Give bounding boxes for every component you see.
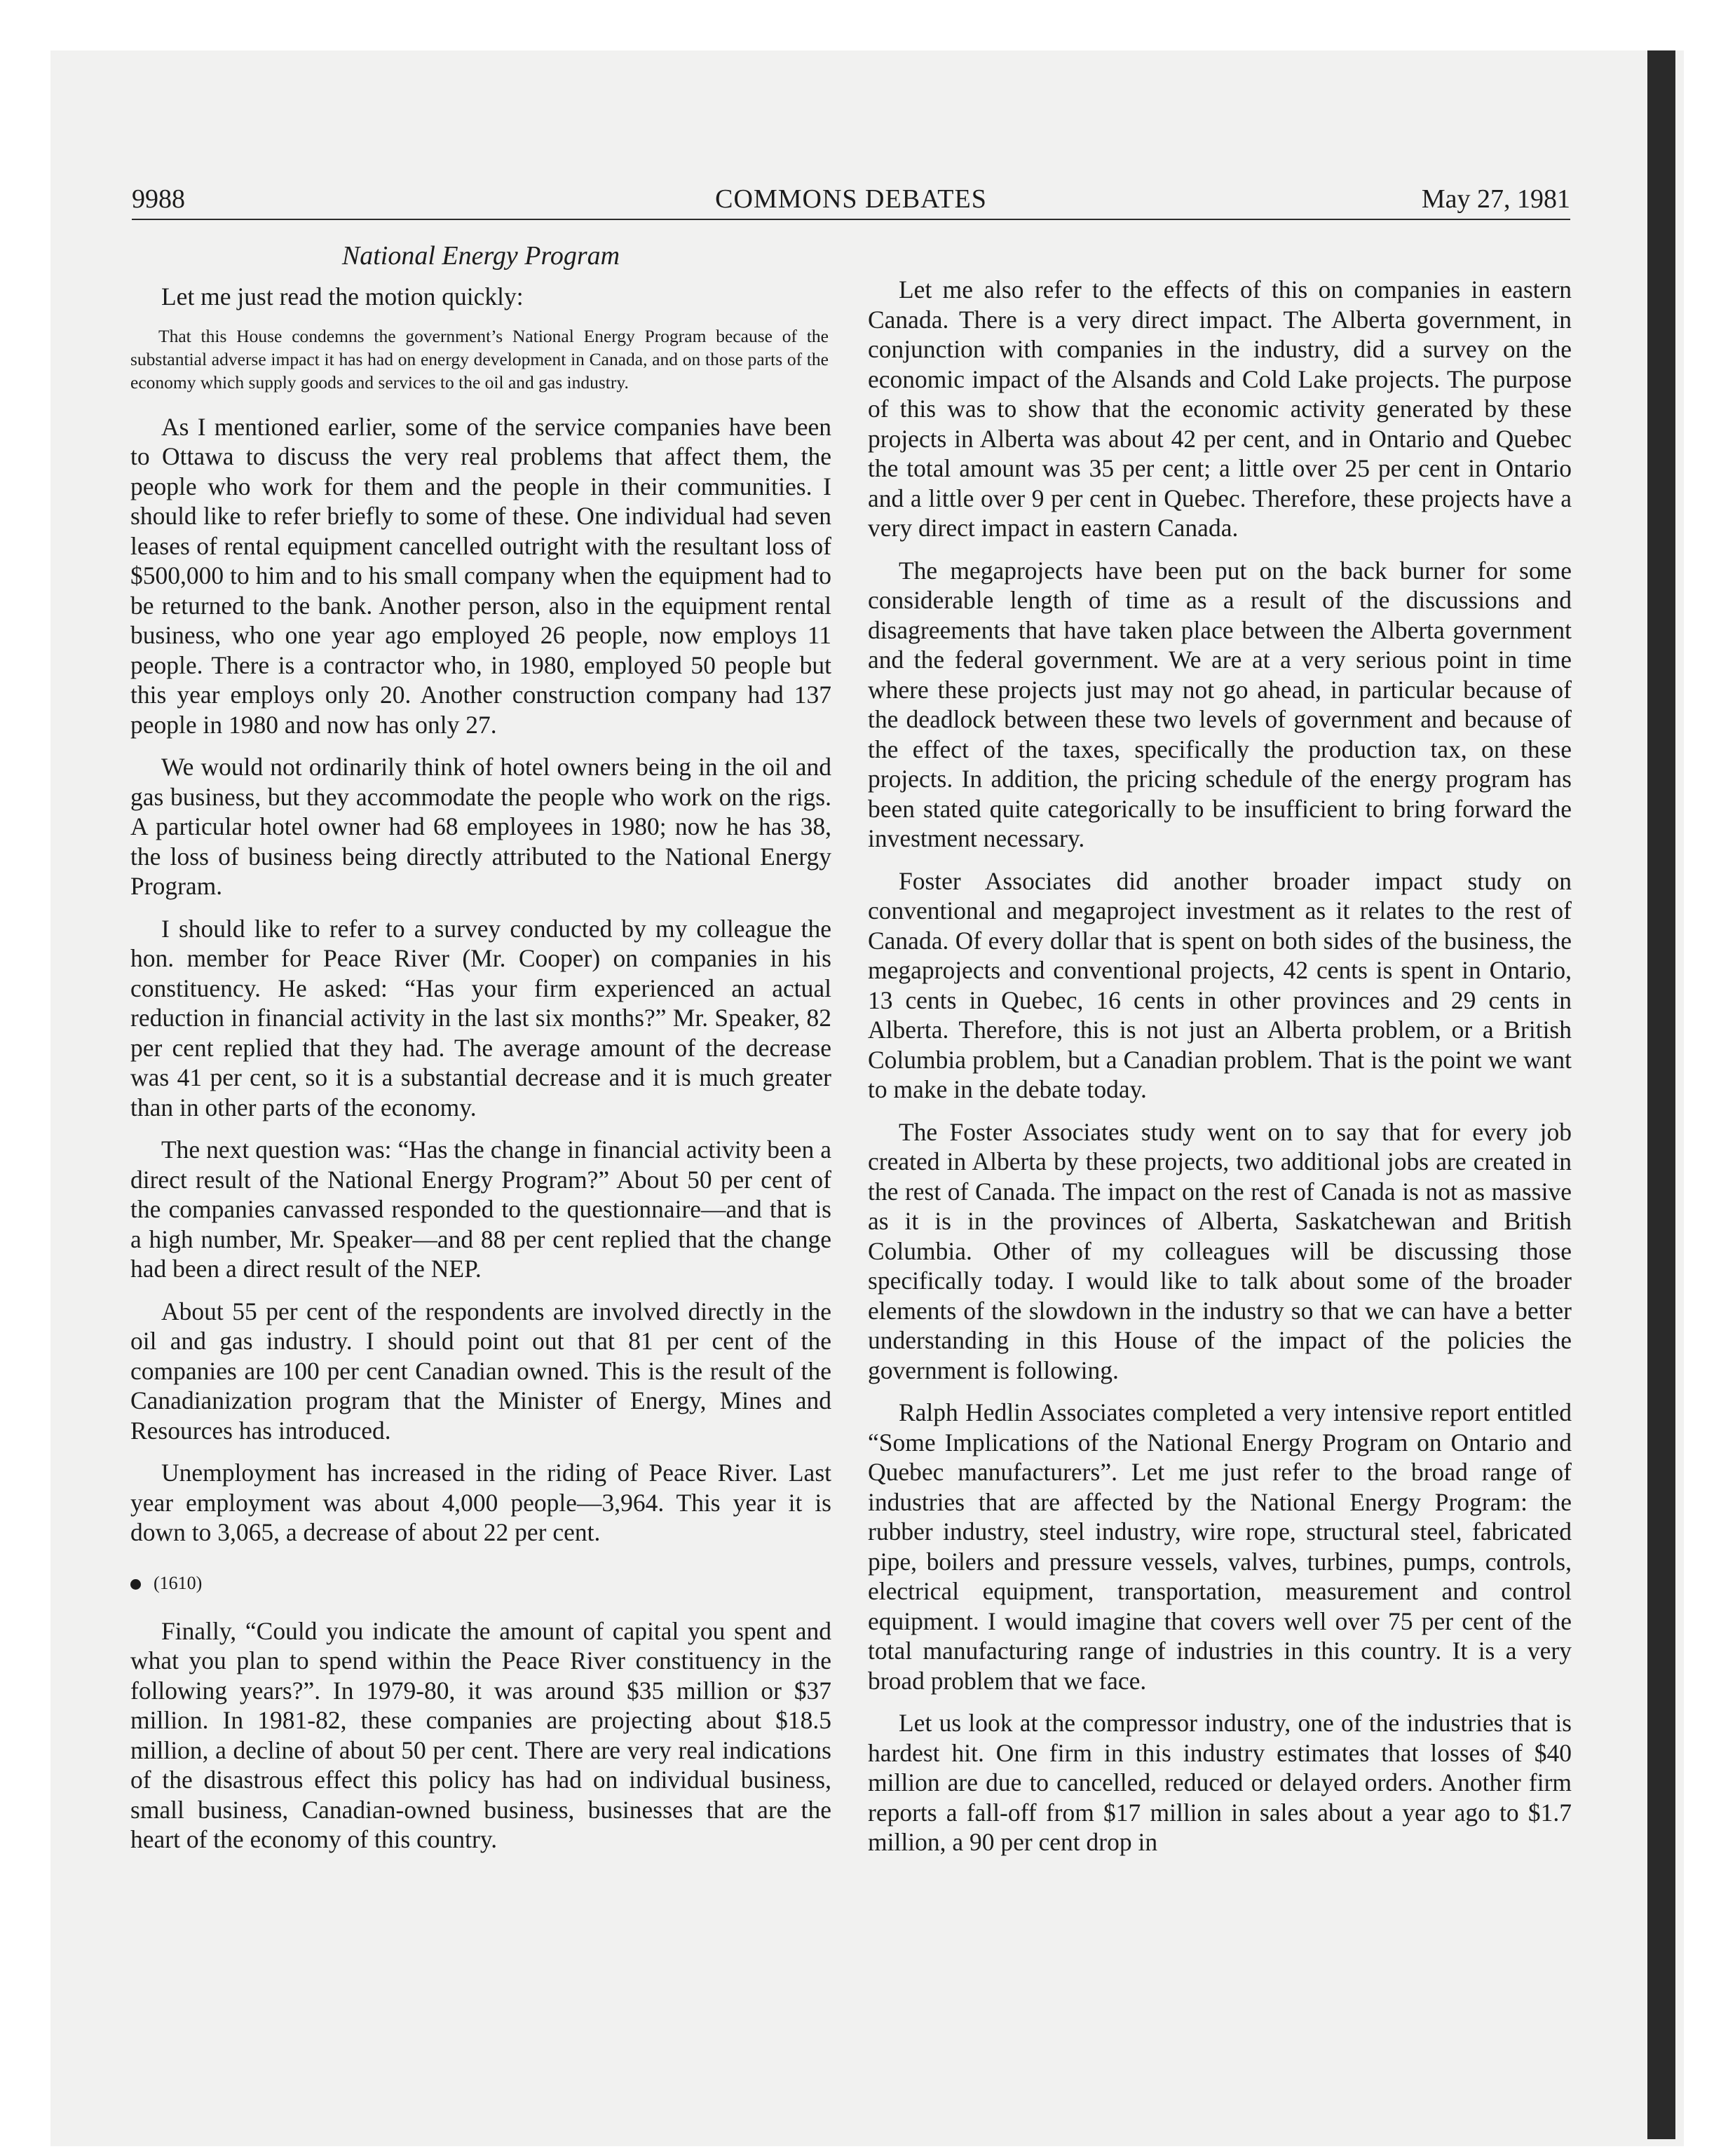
paragraph: Unemployment has increased in the riding of Peace River. Last year employment was about 4,000 people—3,964. This year it is down to 3,065, a decrease of about 22 per cent. bbox=[130, 1459, 831, 1546]
paragraph: I should like to refer to a survey conducted by my colleague the hon. member for Peace River (Mr. Cooper) on companies in his constituency. He asked: “Has your firm experienced an actual reduction in financial activity in the last six months?” Mr. Speaker, 82 per cent replied that they had. The average amount of the decrease was 41 per cent, so it is a substantial decrease and it is much greater than in other parts of the economy. bbox=[130, 914, 831, 1121]
header-rule bbox=[132, 219, 1570, 220]
scan-edge-shadow bbox=[1647, 50, 1675, 2139]
right-column bbox=[868, 275, 1572, 1870]
paragraph: As I mentioned earlier, some of the service companies have been to Ottawa to discuss the very real problems that affect them, the people who work for them and the people in their communities. I should like to refer briefly to some of these. One individual had seven leases of rental equipment cancelled outright with the resultant loss of $500,000 to him and to his small company when the equipment had to be returned to the bank. Another person, also in the equipment rental business, who one year ago employed 26 people, now employs 11 people. There is a contractor who, in 1980, employed 50 people but this year employs only 20. Another construction company had 137 people in 1980 and now has only 27. bbox=[130, 412, 831, 739]
page-header bbox=[132, 184, 1570, 220]
paragraph: Foster Associates did another broader impact study on conventional and megaproject investment as it relates to the rest of Canada. Of every dollar that is spent on both sides of the business, the megaprojects and conventional projects, 42 cents is spent in Ontario, 13 cents in Quebec, 16 cents in other provinces and 29 cents in Alberta. Therefore, this is not just an Alberta problem, or a British Columbia problem, but a Canadian problem. That is the point we want to make in the debate today. bbox=[868, 866, 1572, 1103]
publication-title: COMMONS DEBATES bbox=[715, 184, 987, 214]
paragraph: The Foster Associates study went on to say that for every job created in Alberta by these projects, two additional jobs are created in the rest of Canada. The impact on the rest of Canada is not as massive as it is in the provinces of Alberta, Saskatchewan and British Columbia. Other of my colleagues will be discussing those specifically today. I would like to talk about some of the broader elements of the slowdown in the industry so that we can have a better understanding in this House of the impact of the policies the government is following. bbox=[868, 1117, 1572, 1384]
intro-paragraph: Let me just read the motion quickly: bbox=[161, 282, 524, 311]
paragraph: We would not ordinarily think of hotel owners being in the oil and gas business, but they accommodate the people who work on the rigs. A particular hotel owner had 68 employees in 1980; now he has 38, the loss of business being directly attributed to the National Energy Program. bbox=[130, 753, 831, 900]
page-date: May 27, 1981 bbox=[1421, 184, 1570, 214]
time-marker bbox=[130, 1569, 831, 1598]
paragraph: The megaprojects have been put on the back burner for some considerable length of time as a result of the discussions and disagreements that have taken place between the Alberta government and the federal government. We are at a very serious point in time where these projects just may not go ahead, in particular because of the deadlock between these two levels of government and because of the effect of the taxes, specifically the production tax, on these projects. In addition, the pricing schedule of the energy program has been stated quite categorically to be insufficient to bring forward the investment necessary. bbox=[868, 556, 1572, 852]
paragraph: Let me also refer to the effects of this on companies in eastern Canada. There is a very direct impact. The Alberta government, in conjunction with companies in the industry, did a survey on the economic impact of the Alsands and Cold Lake projects. The purpose of this was to show that the economic activity generated by these projects in Alberta was about 42 per cent, and in Ontario and Quebec the total amount was 35 per cent; a little over 25 per cent in Ontario and a little over 9 per cent in Quebec. Therefore, these projects have a very direct impact in eastern Canada. bbox=[868, 275, 1572, 542]
left-column bbox=[130, 240, 831, 1867]
page-number: 9988 bbox=[132, 184, 185, 214]
time-marker-label: (1610) bbox=[154, 1572, 203, 1593]
motion-quote: That this House condemns the government’s National Energy Program because of the substantial adverse impact it has had on energy development in Canada, and on those parts of the economy which supply goods and services to the oil and gas industry. bbox=[130, 325, 829, 393]
paragraph: Let us look at the compressor industry, one of the industries that is hardest hit. One firm in this industry estimates that losses of $40 million are due to cancelled, reduced or delayed orders. Another firm reports a fall-off from $17 million in sales about a year ago to $1.7 million, a 90 per cent drop in bbox=[868, 1709, 1572, 1856]
section-subhead: National Energy Program bbox=[341, 241, 620, 271]
paragraph: Ralph Hedlin Associates completed a very intensive report entitled “Some Implications of the National Energy Program on Ontario and Quebec manufacturers”. Let me just refer to the broad range of industries that are affected by the National Energy Program: the rubber industry, steel industry, wire rope, structural steel, fabricated pipe, boilers and pressure vessels, valves, turbines, pumps, controls, electrical equipment, transportation, measurement and control equipment. I would imagine that covers well over 75 per cent of the total manufacturing range of industries in this country. It is a very broad problem that we face. bbox=[868, 1398, 1572, 1695]
bullet-icon bbox=[130, 1579, 141, 1590]
paragraph: The next question was: “Has the change in financial activity been a direct result of the National Energy Program?” About 50 per cent of the companies canvassed responded to the questionnaire—and that is a high number, Mr. Speaker—and 88 per cent replied that the change had been a direct result of the NEP. bbox=[130, 1135, 831, 1283]
paragraph: Finally, “Could you indicate the amount of capital you spent and what you plan to spend within the Peace River constituency in the following years?”. In 1979-80, it was around $35 million or $37 million. In 1981-82, these companies are projecting about $18.5 million, a decline of about 50 per cent. There are very real indications of the disastrous effect this policy has had on individual business, small business, Canadian-owned business, businesses that are the heart of the economy of this country. bbox=[130, 1616, 831, 1853]
paragraph: About 55 per cent of the respondents are involved directly in the oil and gas industry. I should point out that 81 per cent of the companies are 100 per cent Canadian owned. This is the result of the Canadianization program that the Minister of Energy, Mines and Resources has introduced. bbox=[130, 1297, 831, 1445]
